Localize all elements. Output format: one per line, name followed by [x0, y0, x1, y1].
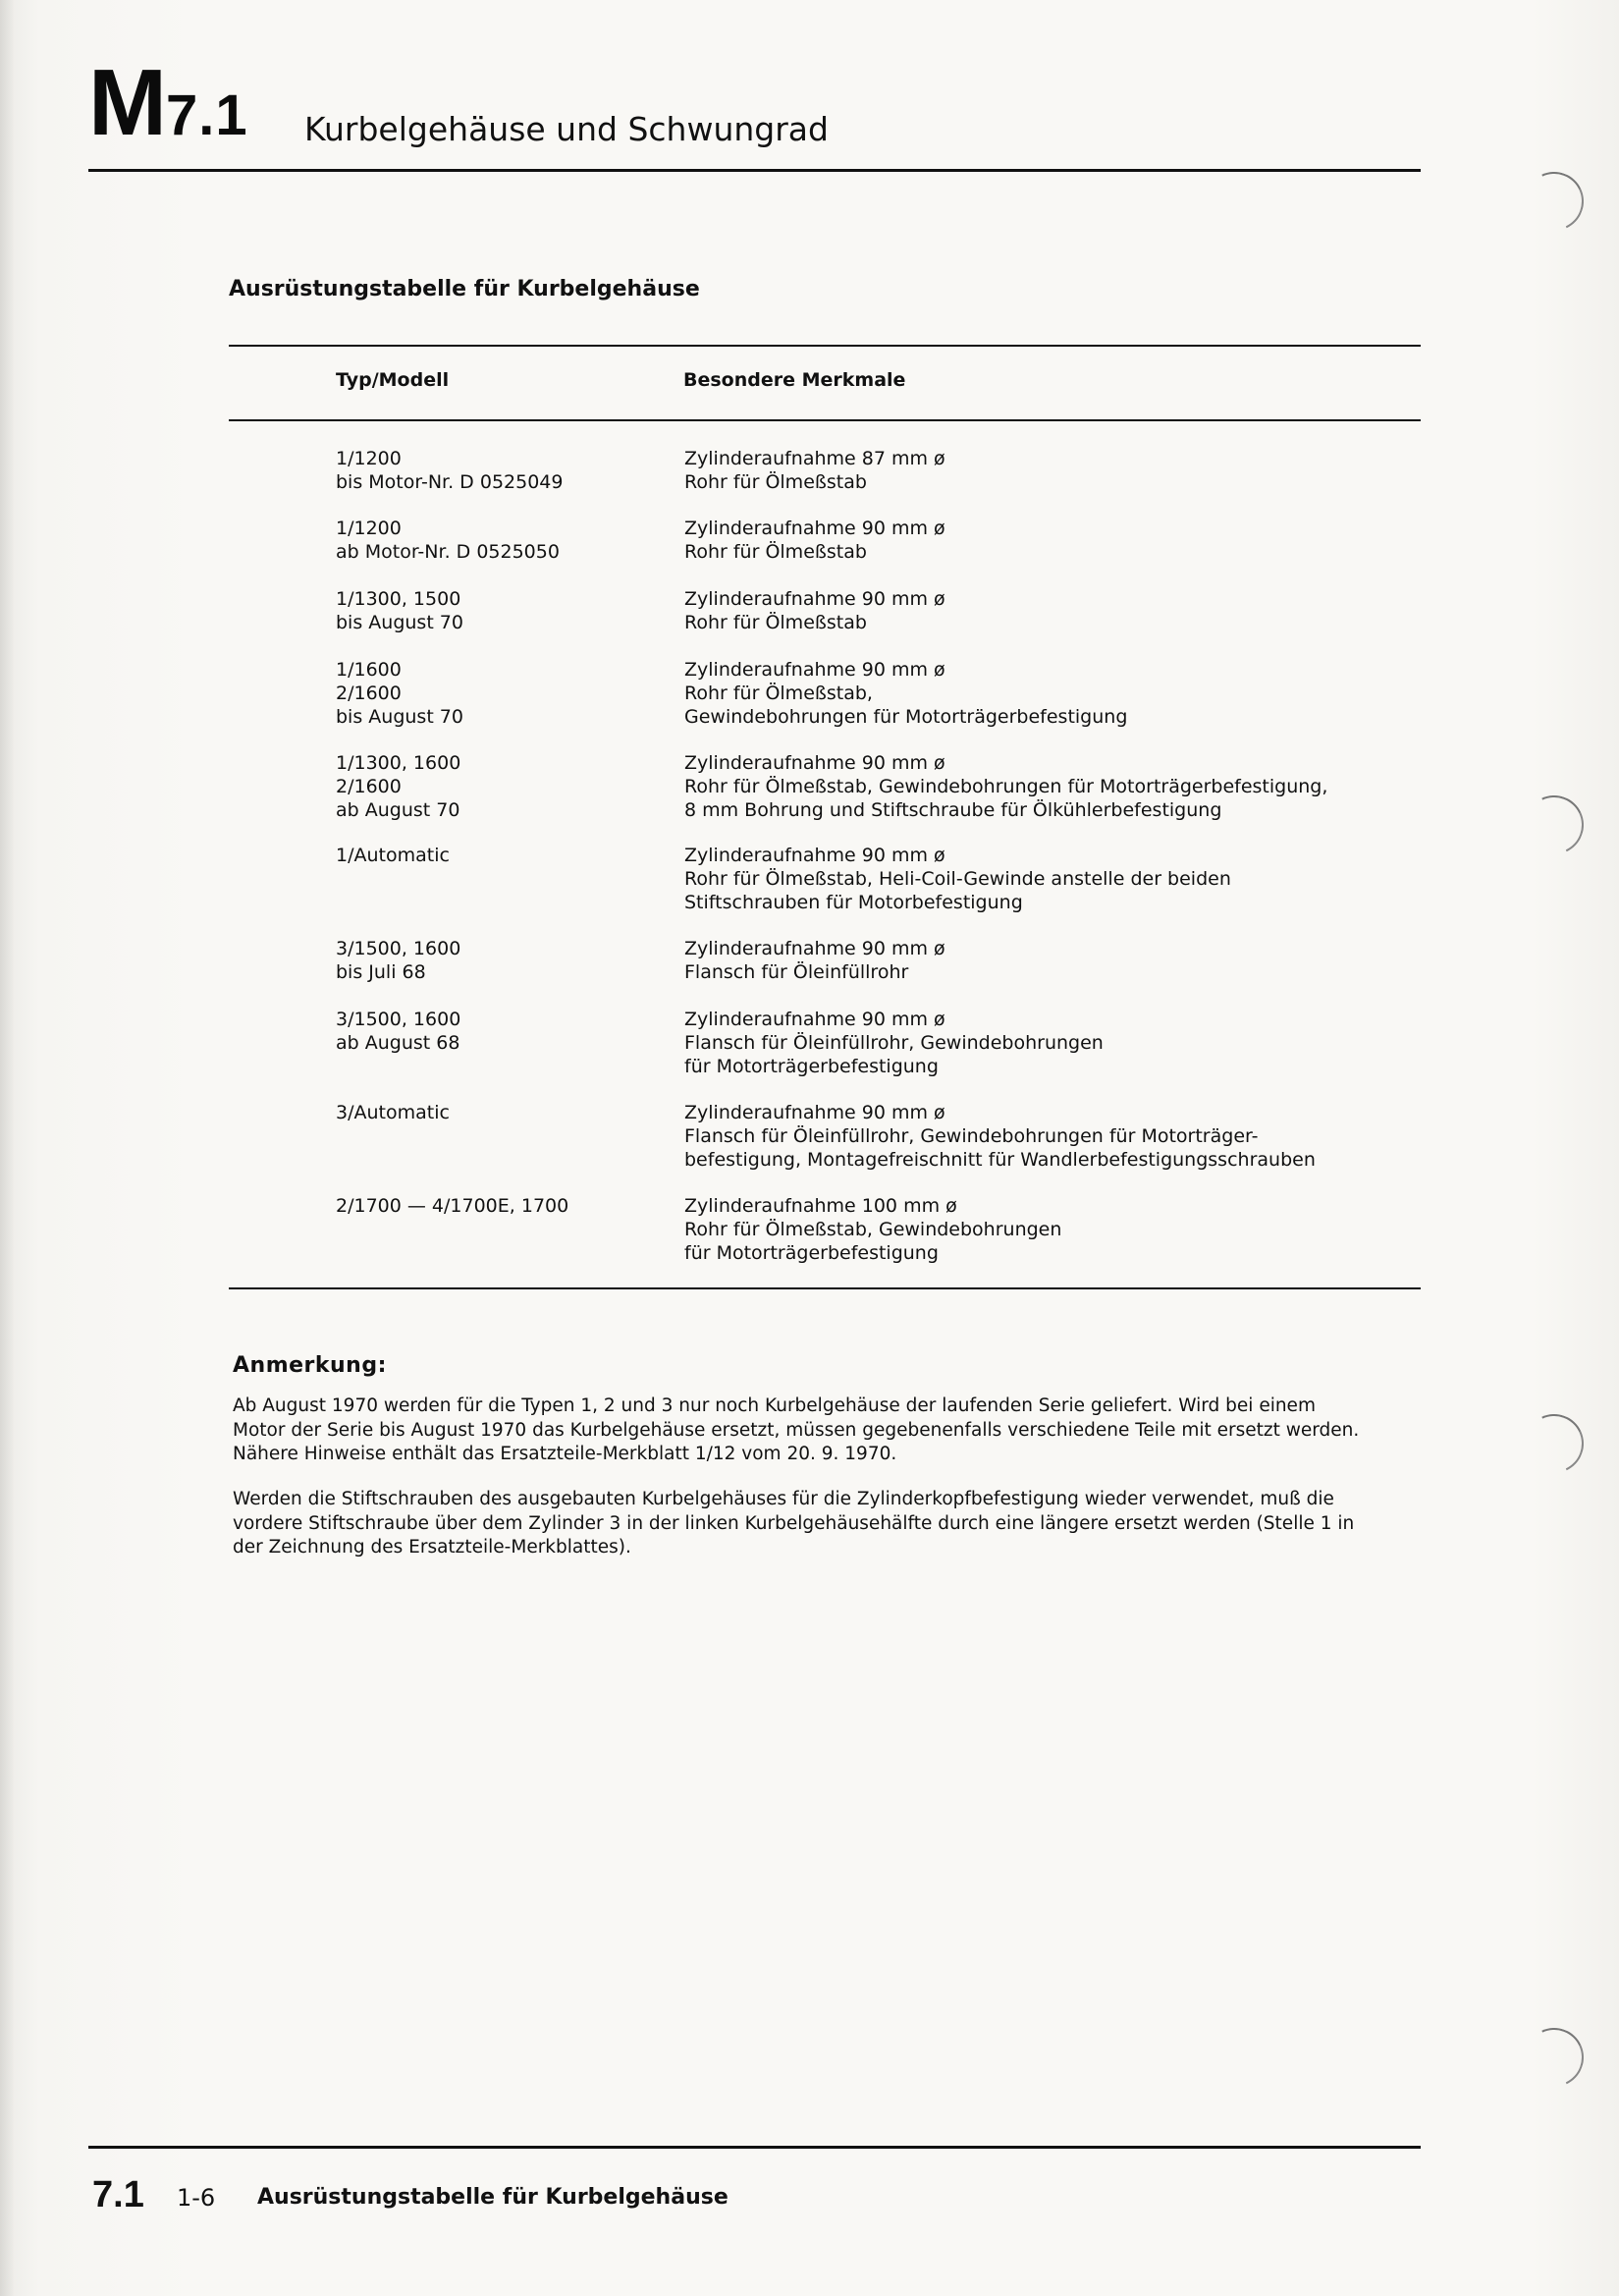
note-line: Nähere Hinweise enthält das Ersatzteile-Merkblatt 1/12 vom 20. 9. 1970. [233, 1444, 897, 1464]
feature-line: Zylinderaufnahme 90 mm ø [684, 1009, 945, 1030]
type-cell [336, 751, 460, 822]
column-header-features: Besondere Merkmale [683, 369, 906, 391]
features-cell [684, 587, 1430, 634]
type-line: bis August 70 [336, 612, 463, 633]
table-top-rule [229, 345, 1421, 347]
feature-line: Zylinderaufnahme 90 mm ø [684, 518, 945, 539]
punch-hole [1525, 1414, 1584, 1473]
type-line: ab August 70 [336, 799, 460, 821]
type-line: bis Motor-Nr. D 0525049 [336, 471, 564, 493]
feature-line: Flansch für Öleinfüllrohr [684, 961, 909, 983]
features-cell [684, 517, 1430, 564]
type-cell [336, 844, 450, 867]
type-line: bis Juli 68 [336, 961, 426, 983]
type-cell [336, 1101, 450, 1124]
note-line: Werden die Stiftschrauben des ausgebauten Kurbelgehäuses für die Zylinderkopfbefestigung wieder verwendet, muß die [233, 1489, 1334, 1509]
feature-line: Zylinderaufnahme 100 mm ø [684, 1195, 957, 1217]
note-line: vordere Stiftschraube über dem Zylinder 3 in der linken Kurbelgehäusehälfte durch eine längere ersetzt werden (Stelle 1 in [233, 1512, 1355, 1534]
type-line: 2/1700 — 4/1700E, 1700 [336, 1195, 569, 1217]
feature-line: Rohr für Ölmeßstab, [684, 683, 873, 704]
feature-line: Zylinderaufnahme 90 mm ø [684, 752, 945, 774]
feature-line: Rohr für Ölmeßstab [684, 612, 867, 633]
chapter-title: Kurbelgehäuse und Schwungrad [304, 110, 829, 148]
chapter-number: 7.1 [165, 83, 248, 147]
punch-hole [1525, 2028, 1584, 2087]
type-line: 3/1500, 1600 [336, 938, 461, 959]
features-cell [684, 844, 1430, 914]
type-cell [336, 1194, 568, 1218]
feature-line: Rohr für Ölmeßstab, Gewindebohrungen für Motorträgerbefestigung, [684, 776, 1328, 797]
type-line: bis August 70 [336, 706, 463, 728]
feature-line: Flansch für Öleinfüllrohr, Gewindebohrungen [684, 1032, 1104, 1054]
type-cell [336, 1008, 460, 1055]
type-line: 1/1300, 1500 [336, 588, 461, 610]
chapter-letter: M [88, 50, 164, 155]
features-cell [684, 1194, 1430, 1265]
type-line: 3/Automatic [336, 1102, 450, 1123]
feature-line: Stiftschrauben für Motorbefestigung [684, 892, 1023, 913]
feature-line: Rohr für Ölmeßstab, Gewindebohrungen [684, 1219, 1062, 1240]
type-line: 1/1200 [336, 448, 402, 469]
feature-line: für Motorträgerbefestigung [684, 1242, 939, 1264]
feature-line: Gewindebohrungen für Motorträgerbefestigung [684, 706, 1128, 728]
footer-chapter-code: 7.1 [92, 2174, 144, 2215]
punch-hole [1525, 795, 1584, 854]
type-cell [336, 517, 560, 564]
features-cell [684, 1101, 1430, 1172]
footer-title: Ausrüstungstabelle für Kurbelgehäuse [257, 2185, 729, 2210]
type-line: 1/Automatic [336, 845, 450, 866]
type-cell [336, 937, 460, 984]
table-bottom-rule [229, 1287, 1421, 1289]
type-cell [336, 658, 463, 729]
punch-hole [1525, 172, 1584, 231]
feature-line: befestigung, Montagefreischnitt für Wandlerbefestigungsschrauben [684, 1149, 1316, 1171]
note-line: Ab August 1970 werden für die Typen 1, 2 und 3 nur noch Kurbelgehäuse der laufenden Serie geliefert. Wird bei einem [233, 1395, 1316, 1416]
type-line: 2/1600 [336, 776, 402, 797]
note-paragraph-1 [233, 1394, 1421, 1467]
feature-line: Zylinderaufnahme 90 mm ø [684, 845, 945, 866]
section-title: Ausrüstungstabelle für Kurbelgehäuse [229, 277, 700, 301]
type-line: 2/1600 [336, 683, 402, 704]
feature-line: 8 mm Bohrung und Stiftschraube für Ölkühlerbefestigung [684, 799, 1222, 821]
features-cell [684, 937, 1430, 984]
type-cell [336, 447, 563, 494]
note-line: der Zeichnung des Ersatzteile-Merkblattes). [233, 1537, 631, 1558]
feature-line: Zylinderaufnahme 90 mm ø [684, 659, 945, 681]
table-header-rule [229, 419, 1421, 421]
type-cell [336, 587, 463, 634]
note-paragraph-2 [233, 1488, 1421, 1560]
footer-page-number: 1-6 [177, 2184, 216, 2212]
header-rule [88, 169, 1421, 172]
footer-rule [88, 2146, 1421, 2149]
feature-line: Zylinderaufnahme 90 mm ø [684, 588, 945, 610]
note-title: Anmerkung: [233, 1353, 387, 1378]
type-line: 1/1600 [336, 659, 402, 681]
chapter-code [88, 50, 248, 155]
type-line: 1/1300, 1600 [336, 752, 461, 774]
type-line: 1/1200 [336, 518, 402, 539]
feature-line: Zylinderaufnahme 90 mm ø [684, 1102, 945, 1123]
features-cell [684, 1008, 1430, 1078]
page-spine [0, 0, 14, 2296]
features-cell [684, 751, 1430, 822]
note-line: Motor der Serie bis August 1970 das Kurbelgehäuse ersetzt, müssen gegebenenfalls verschiedene Teile mit ersetzt werden. [233, 1419, 1360, 1441]
feature-line: Rohr für Ölmeßstab, Heli-Coil-Gewinde anstelle der beiden [684, 868, 1231, 890]
feature-line: Rohr für Ölmeßstab [684, 541, 867, 563]
type-line: 3/1500, 1600 [336, 1009, 461, 1030]
feature-line: Zylinderaufnahme 90 mm ø [684, 938, 945, 959]
feature-line: für Motorträgerbefestigung [684, 1056, 939, 1077]
features-cell [684, 447, 1430, 494]
feature-line: Rohr für Ölmeßstab [684, 471, 867, 493]
feature-line: Zylinderaufnahme 87 mm ø [684, 448, 945, 469]
column-header-type: Typ/Modell [336, 369, 450, 391]
type-line: ab Motor-Nr. D 0525050 [336, 541, 560, 563]
feature-line: Flansch für Öleinfüllrohr, Gewindebohrungen für Motorträger- [684, 1125, 1259, 1147]
type-line: ab August 68 [336, 1032, 460, 1054]
features-cell [684, 658, 1430, 729]
